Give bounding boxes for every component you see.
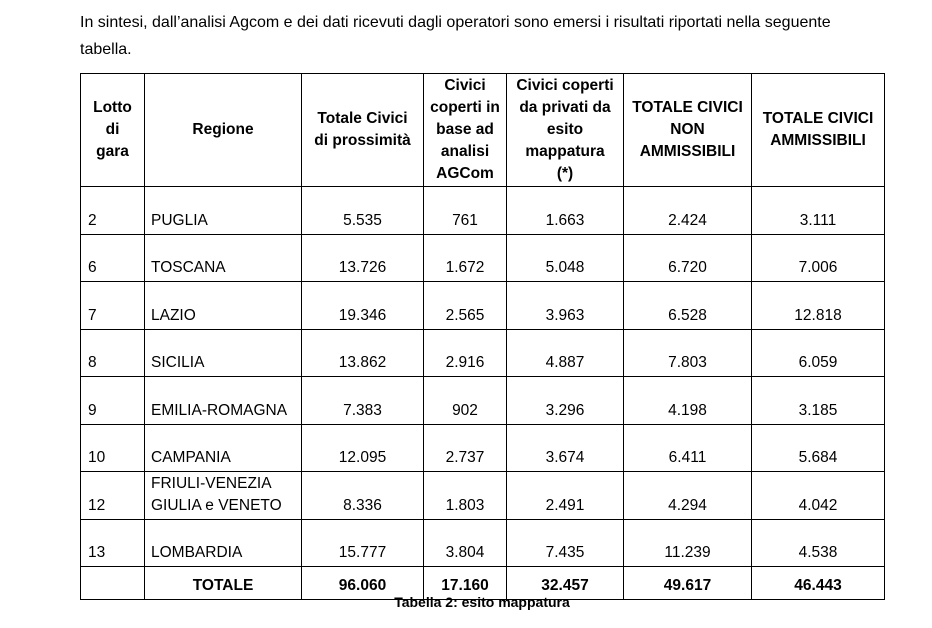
cell-ammissibili: 4.538 [752,519,885,567]
header-line: AGCom [436,165,494,182]
cell-totale-prossimita: 7.383 [302,377,424,425]
header-line: da privati da [519,99,611,116]
header-line: (*) [556,165,574,182]
header-line: Lotto [93,99,132,116]
header-line: Totale Civici [317,110,408,127]
totals-label: TOTALE [145,567,302,600]
cell-regione: CAMPANIA [145,424,302,472]
cell-coperti-agcom: 3.804 [424,519,507,567]
table-caption: Tabella 2: esito mappatura [394,594,570,610]
cell-regione: LAZIO [145,282,302,330]
cell-ammissibili: 6.059 [752,329,885,377]
cell-totale-prossimita: 12.095 [302,424,424,472]
cell-coperti-agcom: 761 [424,187,507,235]
intro-paragraph [80,9,900,63]
cell-coperti-agcom: 2.737 [424,424,507,472]
cell-coperti-agcom: 902 [424,377,507,425]
cell-coperti-privati: 3.674 [507,424,624,472]
cell-lotto: 12 [81,472,145,520]
cell-lotto: 9 [81,377,145,425]
cell-ammissibili: 3.111 [752,187,885,235]
cell-regione: TOSCANA [145,234,302,282]
totals-privati: 32.457 [507,567,624,600]
cell-coperti-agcom: 1.672 [424,234,507,282]
totals-non-ammissibili: 49.617 [624,567,752,600]
cell-regione: FRIULI-VENEZIA GIULIA e VENETO [145,472,302,520]
header-lotto [81,74,145,187]
table-row [81,187,885,235]
cell-non-ammissibili: 6.720 [624,234,752,282]
cell-lotto: 7 [81,282,145,330]
cell-totale-prossimita: 5.535 [302,187,424,235]
header-line: coperti in [430,99,500,116]
table-row [81,282,885,330]
header-line: Civici [444,77,486,94]
table-row [81,424,885,472]
header-line: esito [546,121,584,138]
header-line: TOTALE CIVICI [632,99,743,116]
cell-ammissibili: 5.684 [752,424,885,472]
cell-coperti-privati: 5.048 [507,234,624,282]
cell-coperti-privati: 3.296 [507,377,624,425]
cell-totale-prossimita: 8.336 [302,472,424,520]
intro-line-2: tabella. [80,41,132,58]
cell-regione: SICILIA [145,329,302,377]
cell-coperti-agcom: 1.803 [424,472,507,520]
table-row [81,377,885,425]
header-non-ammissibili [624,74,752,187]
cell-lotto: 8 [81,329,145,377]
header-line: analisi [440,143,490,160]
cell-totale-prossimita: 13.862 [302,329,424,377]
cell-ammissibili: 12.818 [752,282,885,330]
cell-non-ammissibili: 4.198 [624,377,752,425]
cell-ammissibili: 7.006 [752,234,885,282]
header-line: NON [670,121,705,138]
totals-totale: 96.060 [302,567,424,600]
header-totale-prossimita [302,74,424,187]
header-line: base ad [436,121,494,138]
header-line: mappatura [525,143,605,160]
cell-non-ammissibili: 7.803 [624,329,752,377]
cell-totale-prossimita: 13.726 [302,234,424,282]
cell-lotto: 10 [81,424,145,472]
table-row [81,472,885,520]
intro-line-1: In sintesi, dall’analisi Agcom e dei dati ricevuti dagli operatori sono emersi i risultati riportati nella seguente [80,14,831,31]
table-row [81,234,885,282]
table-body [81,187,885,567]
header-coperti-agcom [424,74,507,187]
cell-coperti-agcom: 2.916 [424,329,507,377]
cell-non-ammissibili: 11.239 [624,519,752,567]
cell-non-ammissibili: 2.424 [624,187,752,235]
cell-totale-prossimita: 19.346 [302,282,424,330]
cell-ammissibili: 4.042 [752,472,885,520]
header-line: TOTALE CIVICI [762,110,874,127]
cell-regione: PUGLIA [145,187,302,235]
mapping-results-table [80,73,885,600]
cell-coperti-privati: 3.963 [507,282,624,330]
header-line: AMMISSIBILI [639,143,736,160]
cell-coperti-privati: 7.435 [507,519,624,567]
header-coperti-privati [507,74,624,187]
cell-ammissibili: 3.185 [752,377,885,425]
totals-agcom: 17.160 [424,567,507,600]
table-row [81,519,885,567]
cell-coperti-privati: 1.663 [507,187,624,235]
cell-coperti-privati: 4.887 [507,329,624,377]
header-line: di prossimità [314,132,411,149]
header-regione [145,74,302,187]
cell-lotto: 6 [81,234,145,282]
header-line: gara [96,143,129,160]
cell-non-ammissibili: 6.411 [624,424,752,472]
header-line: Civici coperti [516,77,614,94]
cell-totale-prossimita: 15.777 [302,519,424,567]
cell-regione: LOMBARDIA [145,519,302,567]
header-ammissibili [752,74,885,187]
table-header-row [81,74,885,187]
totals-ammissibili: 46.443 [752,567,885,600]
header-line: di [105,121,120,138]
cell-regione: EMILIA-ROMAGNA [145,377,302,425]
cell-lotto: 13 [81,519,145,567]
cell-lotto: 2 [81,187,145,235]
cell-coperti-privati: 2.491 [507,472,624,520]
header-line: AMMISSIBILI [770,132,866,149]
table-row [81,329,885,377]
cell-non-ammissibili: 6.528 [624,282,752,330]
cell-non-ammissibili: 4.294 [624,472,752,520]
cell-coperti-agcom: 2.565 [424,282,507,330]
header-line: Regione [192,121,254,138]
